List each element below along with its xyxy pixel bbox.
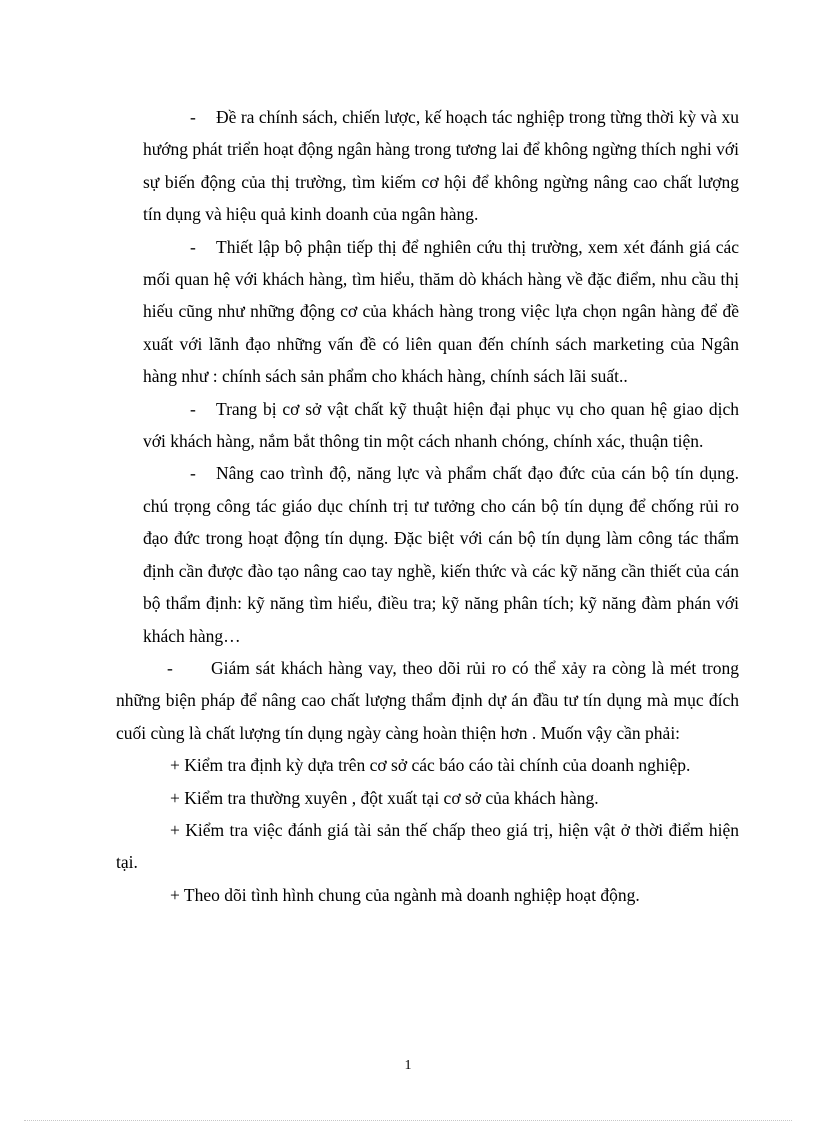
paragraph-text: Trang bị cơ sở vật chất kỹ thuật hiện đại phục vụ cho quan hệ giao dịch với khách hàng, nắm bắt thông tin một cách nhanh chóng, chính xác, thuận tiện. [143,398,739,452]
list-item-collateral-check: + Kiểm tra việc đánh giá tài sản thế chấp theo giá trị, hiện vật ở thời điểm hiện tại. [116,819,739,873]
paragraph-staff-training [143,457,739,651]
paragraph-text: Giám sát khách hàng vay, theo dõi rủi ro có thể xảy ra còng là mét trong những biện pháp để nâng cao chất lượng thẩm định dự án đầu tư tín dụng mà mục đích cuối cùng là chất lượng tín dụng ngày càng hoàn thiện hơn . Muốn vậy cần phải: [116,657,739,743]
page-number: 1 [404,1058,412,1073]
paragraph-text: Nâng cao trình độ, năng lực và phẩm chất đạo đức của cán bộ tín dụng. chú trọng công tác giáo dục chính trị tư tưởng cho cán bộ tín dụng để chống rủi ro đạo đức trong hoạt động tín dụng. Đặc biệt với cán bộ tín dụng làm công tác thẩm định cần được đào tạo nâng cao tay nghề, kiến thức và các kỹ năng cần thiết của cán bộ thẩm định: kỹ năng tìm hiểu, điều tra; kỹ năng phân tích; kỹ năng đàm phán với khách hàng… [143,463,739,646]
page-bottom-divider [24,1120,792,1121]
dash-marker: - [190,236,196,257]
body-text [116,101,739,911]
paragraph-infrastructure [143,393,739,458]
paragraph-text: Đề ra chính sách, chiến lược, kế hoạch tác nghiệp trong từng thời kỳ và xu hướng phát triển hoạt động ngân hàng trong tương lai để không ngừng thích nghi với sự biến động của thị trường, tìm kiếm cơ hội để không ngừng nâng cao chất lượng tín dụng và hiệu quả kinh doanh của ngân hàng. [143,107,739,225]
paragraph-policy-strategy [143,101,739,231]
dash-marker: - [190,398,196,419]
dash-marker: - [190,107,196,127]
list-item-onsite-check: + Kiểm tra thường xuyên , đột xuất tại cơ sở của khách hàng. [170,787,599,808]
paragraph-customer-monitoring [116,652,739,749]
paragraph-text: Thiết lập bộ phận tiếp thị để nghiên cứu thị trường, xem xét đánh giá các mối quan hệ với khách hàng, tìm hiểu, thăm dò khách hàng về đặc điểm, nhu cầu thị hiếu cũng như những động cơ của khách hàng trong việc lựa chọn ngân hàng để đề xuất với lãnh đạo những vấn đề có liên quan đến chính sách marketing của Ngân hàng như : chính sách sản phẩm cho khách hàng, chính sách lãi suất.. [143,236,739,387]
paragraph-marketing-department [143,231,739,393]
list-item-periodic-check: + Kiểm tra định kỳ dựa trên cơ sở các báo cáo tài chính của doanh nghiệp. [170,755,691,776]
dash-marker: - [190,463,196,484]
list-item-industry-monitoring: + Theo dõi tình hình chung của ngành mà doanh nghiệp hoạt động. [170,884,640,905]
dash-marker: - [167,657,173,678]
